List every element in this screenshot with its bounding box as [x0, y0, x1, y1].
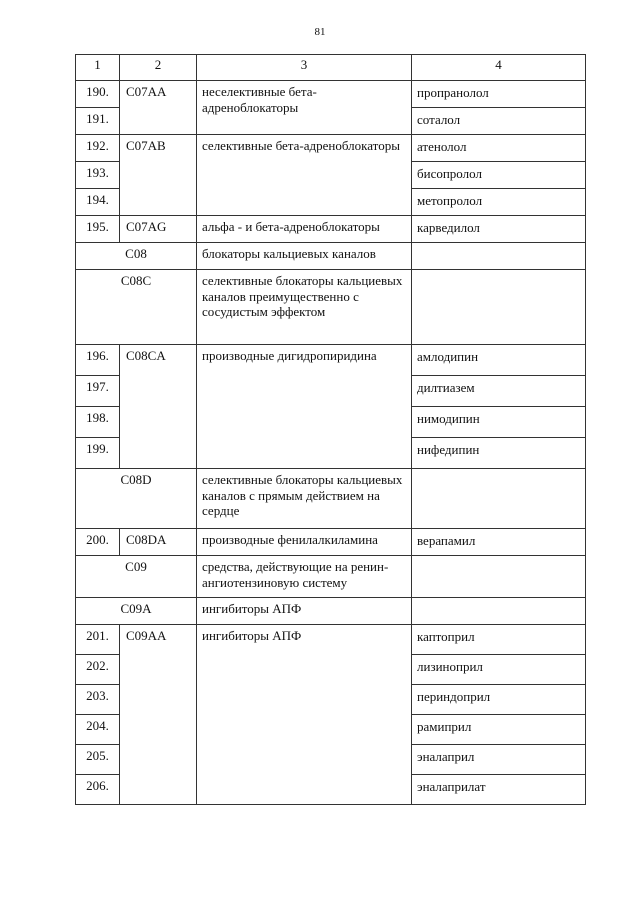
row-number: 202.	[76, 655, 120, 685]
drug-name: метопролол	[412, 189, 586, 216]
header-col-3: 3	[197, 55, 412, 81]
group-description: производные дигидропиридина	[197, 345, 412, 469]
drug-classification-table	[75, 54, 586, 805]
table-row	[76, 556, 586, 598]
drug-name: периндоприл	[412, 685, 586, 715]
drug-name	[412, 469, 586, 529]
drug-name	[412, 556, 586, 598]
group-description: неселективные бета-адреноблокаторы	[197, 81, 412, 135]
drug-name	[412, 598, 586, 625]
row-number: 201.	[76, 625, 120, 655]
atc-code: C07AG	[120, 216, 197, 243]
row-number: 190.	[76, 81, 120, 108]
drug-name: соталол	[412, 108, 586, 135]
drug-name: верапамил	[412, 529, 586, 556]
table-row	[76, 81, 586, 108]
row-number: 194.	[76, 189, 120, 216]
table-row	[76, 345, 586, 376]
header-col-1: 1	[76, 55, 120, 81]
drug-name: нифедипин	[412, 438, 586, 469]
group-description: альфа - и бета-адреноблокаторы	[197, 216, 412, 243]
drug-name: дилтиазем	[412, 376, 586, 407]
row-number: 203.	[76, 685, 120, 715]
row-number: 204.	[76, 715, 120, 745]
table-row	[76, 135, 586, 162]
drug-name	[412, 243, 586, 270]
atc-code: C08D	[76, 469, 197, 529]
drug-name: бисопролол	[412, 162, 586, 189]
group-description: селективные бета-адреноблокаторы	[197, 135, 412, 216]
atc-code: C08CA	[120, 345, 197, 469]
table-row	[76, 625, 586, 655]
group-description: ингибиторы АПФ	[197, 625, 412, 805]
header-col-2: 2	[120, 55, 197, 81]
row-number: 200.	[76, 529, 120, 556]
atc-code: C08C	[76, 270, 197, 345]
row-number: 199.	[76, 438, 120, 469]
group-description: селективные блокаторы кальциевых каналов преимущественно с сосудистым эффектом	[197, 270, 412, 345]
group-description: производные фенилалкиламина	[197, 529, 412, 556]
drug-name: лизиноприл	[412, 655, 586, 685]
row-number: 195.	[76, 216, 120, 243]
row-number: 191.	[76, 108, 120, 135]
drug-name: атенолол	[412, 135, 586, 162]
group-description: блокаторы кальциевых каналов	[197, 243, 412, 270]
table-row	[76, 529, 586, 556]
drug-name: карведилол	[412, 216, 586, 243]
row-number: 206.	[76, 775, 120, 805]
drug-name: эналаприлат	[412, 775, 586, 805]
table-row	[76, 243, 586, 270]
row-number: 197.	[76, 376, 120, 407]
header-col-4: 4	[412, 55, 586, 81]
table-row	[76, 469, 586, 529]
drug-name: амлодипин	[412, 345, 586, 376]
group-description: средства, действующие на ренин-ангиотензиновую систему	[197, 556, 412, 598]
atc-code: C08	[76, 243, 197, 270]
drug-name: рамиприл	[412, 715, 586, 745]
drug-name: каптоприл	[412, 625, 586, 655]
drug-name: пропранолол	[412, 81, 586, 108]
atc-code: C08DA	[120, 529, 197, 556]
page-number: 81	[314, 26, 326, 38]
row-number: 193.	[76, 162, 120, 189]
atc-code: C07AB	[120, 135, 197, 216]
table-row	[76, 598, 586, 625]
atc-code: C07AA	[120, 81, 197, 135]
group-description: селективные блокаторы кальциевых каналов с прямым действием на сердце	[197, 469, 412, 529]
atc-code: C09AA	[120, 625, 197, 805]
row-number: 192.	[76, 135, 120, 162]
table-row	[76, 216, 586, 243]
row-number: 205.	[76, 745, 120, 775]
row-number: 198.	[76, 407, 120, 438]
atc-code: C09A	[76, 598, 197, 625]
group-description: ингибиторы АПФ	[197, 598, 412, 625]
drug-name: нимодипин	[412, 407, 586, 438]
drug-name: эналаприл	[412, 745, 586, 775]
row-number: 196.	[76, 345, 120, 376]
drug-name	[412, 270, 586, 345]
atc-code: C09	[76, 556, 197, 598]
table-row	[76, 270, 586, 345]
header-row	[76, 55, 586, 81]
